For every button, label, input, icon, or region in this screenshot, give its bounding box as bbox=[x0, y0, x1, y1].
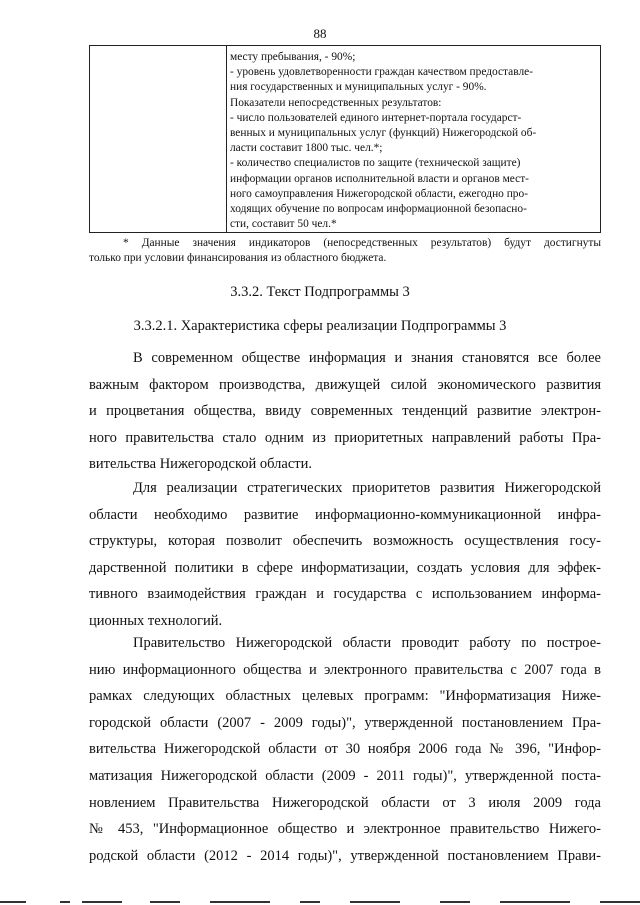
paragraph-line: вительства Нижегородской области. bbox=[89, 456, 312, 473]
paragraph-line: и процветания общества, ввиду современных тенденций развитие электрон- bbox=[89, 403, 601, 420]
table-cell-line: Показатели непосредственных результатов: bbox=[230, 96, 442, 109]
table-cell-line: информации органов исполнительной власти и органов мест- bbox=[230, 172, 529, 185]
table-cell-line: - число пользователей единого интернет-портала государст- bbox=[230, 111, 522, 124]
paragraph bbox=[89, 475, 601, 635]
table-cell-line: - количество специалистов по защите (технической защите) bbox=[230, 157, 521, 170]
indicator-table bbox=[89, 45, 601, 233]
table-cell-line: ного самоуправления Нижегородской области, ежегодно про- bbox=[230, 187, 528, 200]
table-cell-line: ходящих обучение по вопросам информационной безопасно- bbox=[230, 203, 527, 216]
paragraph-line: важным фактором производства, движущей силой экономического развития bbox=[89, 376, 601, 393]
paragraph-line: № 453, "Информационное общество и электронное правительство Нижего- bbox=[89, 821, 601, 838]
paragraph-line: тивного взаимодействия граждан и государства с использованием информа- bbox=[89, 586, 601, 603]
table-cell-line: - уровень удовлетворенности граждан качеством предоставле- bbox=[230, 66, 533, 79]
paragraph-line: рамках следующих областных целевых программ: "Информатизация Ниже- bbox=[89, 688, 601, 705]
paragraph-line: области необходимо развитие информационно-коммуникационной инфра- bbox=[89, 506, 601, 523]
paragraph-line: ционных технологий. bbox=[89, 612, 223, 629]
paragraph-line: городской области (2007 - 2009 годы)", утвержденной постановлением Пра- bbox=[89, 714, 601, 731]
scan-edge-marks bbox=[0, 900, 640, 903]
paragraph-line: В современном обществе информация и знания становятся все более bbox=[133, 350, 601, 366]
paragraph-line: структуры, которая позволит обеспечить возможность осуществления госу- bbox=[89, 533, 601, 550]
page-number: 88 bbox=[313, 26, 327, 41]
paragraph-line: родской области (2012 - 2014 годы)", утвержденной постановлением Прави- bbox=[89, 847, 601, 864]
paragraph-line: ного правительства стало одним из приоритетных направлений работы Пра- bbox=[89, 429, 601, 446]
table-cell-line: венных и муниципальных услуг (функций) Нижегородской об- bbox=[230, 127, 537, 140]
footnote bbox=[89, 236, 601, 266]
paragraph-line: нию информационного общества и электронного правительства с 2007 года в bbox=[89, 661, 601, 678]
paragraph-line: новлением Правительства Нижегородской области от 3 июля 2009 года bbox=[89, 794, 601, 811]
footnote-line: только при условии финансирования из областного бюджета. bbox=[89, 252, 387, 265]
table-cell-indicators bbox=[230, 50, 596, 232]
paragraph-line: Для реализации стратегических приоритетов развития Нижегородской bbox=[133, 480, 601, 496]
paragraph-line: матизация Нижегородской области (2009 - 2011 годы)", утвержденной поста- bbox=[89, 767, 601, 784]
table-column-divider bbox=[226, 46, 227, 232]
table-cell-line: месту пребывания, - 90%; bbox=[230, 51, 356, 63]
paragraph-line: Правительство Нижегородской области проводит работу по построе- bbox=[133, 635, 601, 651]
table-cell-line: сти, составит 50 чел.* bbox=[230, 218, 337, 231]
section-heading: 3.3.2. Текст Подпрограммы 3 bbox=[230, 284, 410, 300]
subsection-heading: 3.3.2.1. Характеристика сферы реализации Подпрограммы 3 bbox=[133, 318, 507, 334]
table-cell-line: ния государственных и муниципальных услуг - 90%. bbox=[230, 81, 487, 94]
paragraph-line: вительства Нижегородской области от 30 ноября 2006 года № 396, "Инфор- bbox=[89, 741, 601, 758]
paragraph-line: дарственной политики в сфере информатизации, создать условия для эффек- bbox=[89, 559, 601, 576]
footnote-line: * Данные значения индикаторов (непосредственных результатов) будут достигнуты bbox=[123, 237, 601, 249]
paragraph bbox=[89, 345, 601, 478]
table-cell-line: ласти составит 1800 тыс. чел.*; bbox=[230, 142, 383, 155]
paragraph bbox=[89, 630, 601, 869]
